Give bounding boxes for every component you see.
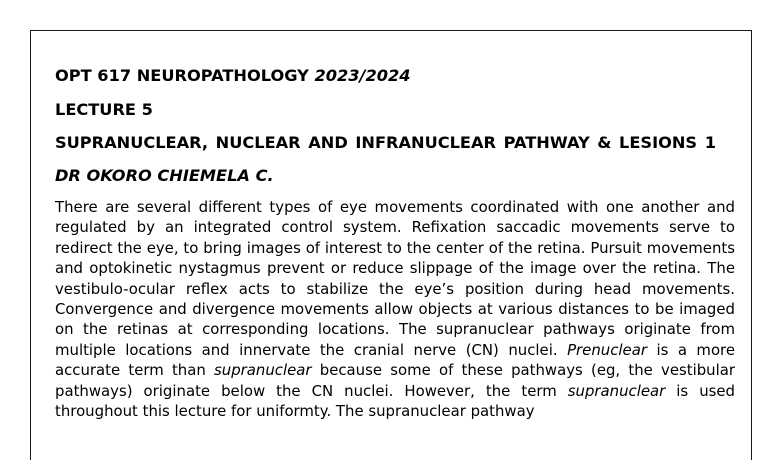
term-supranuclear-2: supranuclear — [567, 381, 666, 400]
paragraph-part-4: is used throughout this lecture for uniformty. The supranuclear pathway — [55, 381, 736, 421]
course-code: OPT 617 NEUROPATHOLOGY — [55, 66, 309, 85]
body-paragraph — [55, 197, 735, 421]
course-heading — [55, 64, 735, 87]
author-suffix: . — [267, 166, 274, 185]
term-supranuclear: supranuclear — [214, 361, 312, 380]
document-content — [55, 64, 735, 421]
paragraph-part-1: There are several different types of eye movements coordinated with one another and regulated by an integrated control system. Refixation saccadic movements serve to redirect the eye, to bring images of interest to the center of the retina. Pursuit movements and optokinetic nystagmus prevent or reduce slippage of the image over the retina. The vestibulo-ocular reflex acts to stabilize the eye’s position during head movements. Convergence and divergence movements allow objects at various distances to be imaged on the retinas at corresponding locations. The supranuclear pathways originate from multiple locations and innervate the cranial nerve (CN) nuclei. — [55, 198, 735, 359]
term-prenuclear: Prenuclear — [567, 340, 647, 359]
author-name-text: DR OKORO CHIEMELA C — [55, 166, 268, 185]
lecture-number: LECTURE 5 — [55, 100, 153, 119]
paragraph-part-2: is a more accurate term than — [55, 340, 736, 380]
session-year: 2023/2024 — [314, 66, 411, 85]
author-name — [55, 164, 735, 187]
lecture-title: SUPRANUCLEAR, NUCLEAR AND INFRANUCLEAR PATHWAY & LESIONS 1 — [55, 133, 716, 152]
paragraph-part-3: because some of these pathways (eg, the vestibular pathways) originate below the CN nuclei. However, the term — [55, 361, 735, 400]
document-page — [30, 30, 752, 460]
